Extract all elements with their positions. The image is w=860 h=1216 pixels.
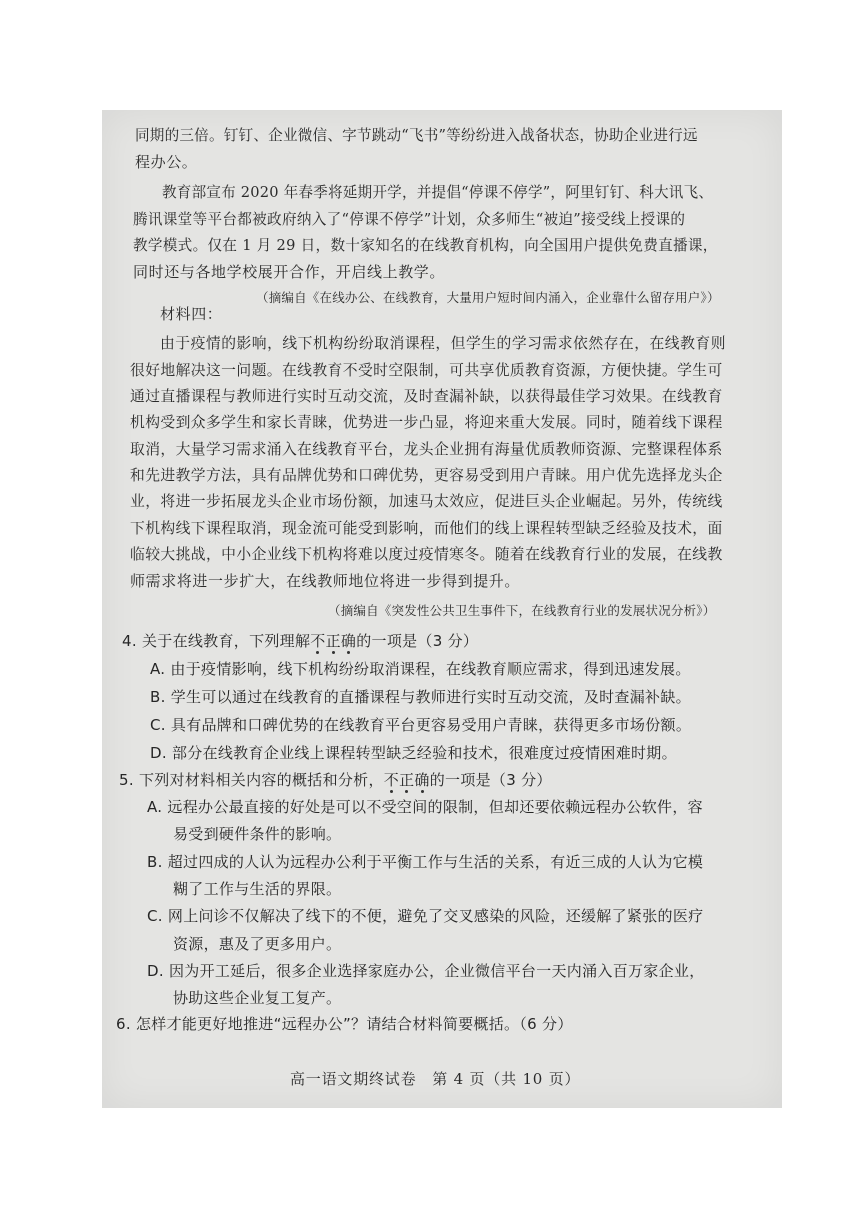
passage-line: 很好地解决这一问题。在线教育不受时空限制，可共享优质教育资源，方便快捷。学生可 — [130, 362, 723, 379]
emphasis-char: 正 — [325, 632, 341, 650]
question-4-stem — [122, 631, 478, 651]
material-heading: 材料四： — [160, 305, 223, 323]
passage-line: 教育部宣布 2020 年春季将延期开学，并提倡“停课不停学”，阿里钉钉、科大讯飞、 — [162, 184, 714, 201]
question-5-stem — [119, 770, 552, 790]
passage-line: 业，将进一步拓展龙头企业市场份额，加速马太效应，促进巨头企业崛起。另外，传统线 — [130, 493, 723, 510]
passage-line: 取消，大量学习需求涌入在线教育平台，龙头企业拥有海量优质教师资源、完整课程体系 — [130, 441, 723, 458]
source-citation: （摘编自《突发性公共卫生事件下，在线教育行业的发展状况分析》） — [328, 603, 716, 618]
question-5-option-a-cont: 易受到硬件条件的影响。 — [173, 825, 342, 843]
passage-line: 下机构线下课程取消，现金流可能受到影响，而他们的线上课程转型缺乏经验及技术，面 — [130, 520, 723, 537]
question-5-option-c: C. 网上问诊不仅解决了线下的不便，避免了交叉感染的风险，还缓解了紧张的医疗 — [147, 907, 704, 925]
question-4-option-a: A. 由于疫情影响，线下机构纷纷取消课程，在线教育顺应需求，得到迅速发展。 — [150, 660, 691, 678]
emphasis-char: 正 — [399, 771, 415, 789]
emphasis-char: 确 — [414, 771, 430, 789]
question-4-option-c: C. 具有品牌和口碑优势的在线教育平台更容易受用户青睐，获得更多市场份额。 — [150, 716, 692, 734]
question-6-stem: 6. 怎样才能更好地推进“远程办公”？请结合材料简要概括。（6 分） — [116, 1015, 573, 1033]
passage-line: 教学模式。仅在 1 月 29 日，数十家知名的在线教育机构，向全国用户提供免费直播课， — [133, 237, 718, 254]
question-4-stem-pre: 4. 关于在线教育，下列理解 — [122, 632, 311, 650]
emphasis-char: 确 — [340, 632, 357, 650]
passage-line: 同期的三倍。钉钉、企业微信、字节跳动“飞书”等纷纷进入战备状态，协助企业进行远 — [135, 127, 698, 144]
question-5-stem-post: 的一项是（3 分） — [429, 771, 552, 789]
question-5-option-a: A. 远程办公最直接的好处是可以不受空间的限制，但却还要依赖远程办公软件，容 — [147, 798, 703, 816]
question-5-stem-pre: 5. 下列对材料相关内容的概括和分析， — [119, 771, 384, 789]
passage-line: 临较大挑战，中小企业线下机构将难以度过疫情寒冬。随着在线教育行业的发展，在线教 — [130, 546, 723, 563]
passage-line: 由于疫情的影响，线下机构纷纷取消课程，但学生的学习需求依然存在，在线教育则 — [160, 335, 726, 352]
passage-line: 腾讯课堂等平台都被政府纳入了“停课不停学”计划，众多师生“被迫”接受线上授课的 — [133, 211, 686, 228]
passage-line: 机构受到众多学生和家长青睐，优势进一步凸显，将迎来重大发展。同时，随着线下课程 — [130, 414, 723, 431]
question-5-option-d-cont: 协助这些企业复工复产。 — [173, 989, 342, 1007]
emphasis-char: 不 — [383, 771, 400, 789]
page-footer: 高一语文期终试卷 第 4 页（共 10 页） — [290, 1070, 581, 1088]
question-4-option-b: B. 学生可以通过在线教育的直播课程与教师进行实时互动交流，及时查漏补缺。 — [150, 688, 691, 706]
source-citation: （摘编自《在线办公、在线教育，大量用户短时间内涌入，企业靠什么留存用户》） — [256, 290, 720, 305]
emphasis-char: 不 — [310, 632, 326, 650]
passage-line: 师需求将进一步扩大，在线教师地位将进一步得到提升。 — [130, 572, 521, 590]
question-5-option-b-cont: 糊了工作与生活的界限。 — [173, 880, 342, 898]
question-4-stem-post: 的一项是（3 分） — [356, 632, 479, 650]
passage-line: 同时还与各地学校展开合作，开启线上教学。 — [133, 263, 446, 281]
passage-line: 通过直播课程与教师进行实时互动交流，及时查漏补缺，以获得最佳学习效果。在线教育 — [130, 388, 723, 405]
passage-line: 和先进教学方法，具有品牌优势和口碑优势，更容易受到用户青睐。用户优先选择龙头企 — [130, 467, 723, 484]
question-5-option-b: B. 超过四成的人认为远程办公利于平衡工作与生活的关系，有近三成的人认为它模 — [147, 853, 704, 871]
passage-line: 程办公。 — [135, 153, 198, 171]
question-5-option-c-cont: 资源，惠及了更多用户。 — [173, 935, 342, 953]
question-4-option-d: D. 部分在线教育企业线上课程转型缺乏经验和技术，很难度过疫情困难时期。 — [150, 744, 677, 762]
question-5-option-d: D. 因为开工延后，很多企业选择家庭办公，企业微信平台一天内涌入百万家企业， — [147, 962, 705, 980]
